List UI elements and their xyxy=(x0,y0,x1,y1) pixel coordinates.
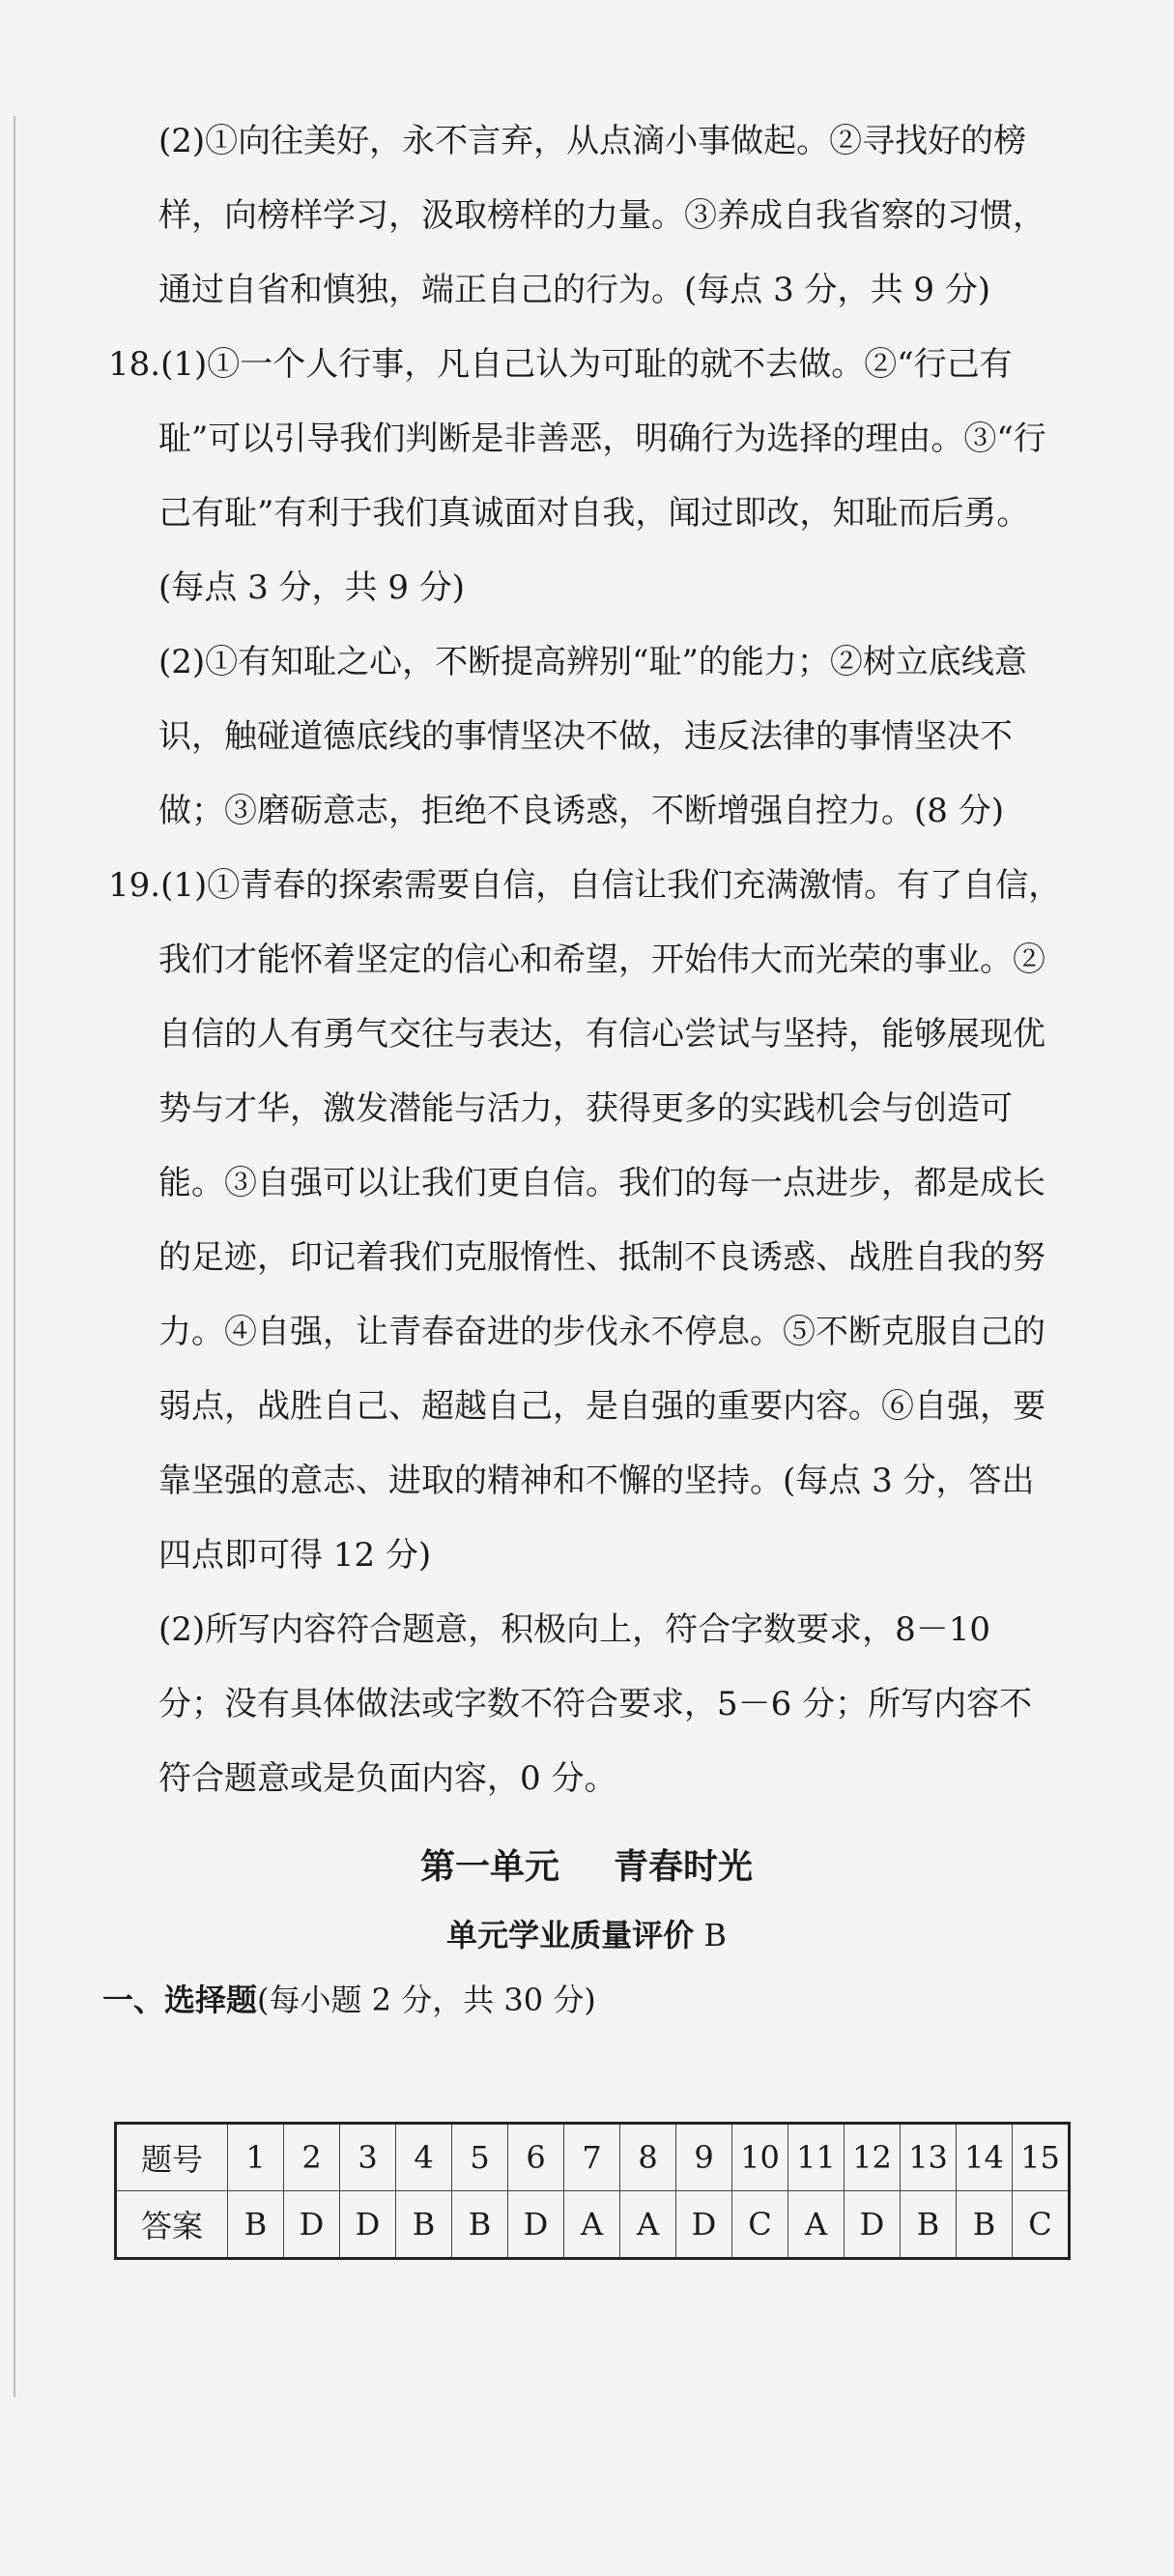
question-number: 4 xyxy=(396,2124,452,2191)
paragraph-17-2: (2)①向往美好，永不言弃，从点滴小事做起。②寻找好的榜样，向榜样学习，汲取榜样的力量。③养成自我省察的习惯，通过自省和慎独，端正自己的行为。(每点 3 分，共 9 分) xyxy=(158,122,1045,309)
section-heading xyxy=(102,1969,1065,2031)
answer-table-answer-row xyxy=(116,2191,1070,2259)
unit-title-name: 青春时光 xyxy=(614,1847,754,1887)
answer-cell: C xyxy=(732,2191,788,2259)
section-label: 一、选择题 xyxy=(102,1982,258,2018)
answer-cell: D xyxy=(676,2191,732,2259)
question-number: 1 xyxy=(228,2124,284,2191)
question-number: 9 xyxy=(676,2124,732,2191)
number-row-header: 题号 xyxy=(116,2124,228,2191)
question-number: 15 xyxy=(1013,2124,1070,2191)
answer-cell: B xyxy=(901,2191,957,2259)
question-number: 13 xyxy=(901,2124,957,2191)
answer-cell: B xyxy=(228,2191,284,2259)
question-number: 11 xyxy=(788,2124,845,2191)
unit-subtitle-text: 单元学业质量评价 xyxy=(446,1917,695,1954)
unit-title xyxy=(108,1834,1065,1901)
answer-cell: C xyxy=(1013,2191,1070,2259)
question-number: 8 xyxy=(620,2124,676,2191)
section-note: (每小题 2 分，共 30 分) xyxy=(257,1982,596,2018)
paragraph-19-1: 19.(1)①青春的探索需要自信，自信让我们充满激情。有了自信，我们才能怀着坚定的信心和希望，开始伟大而光荣的事业。②自信的人有勇气交往与表达，有信心尝试与坚持，能够展现优势与才华，激发潜能与活力，获得更多的实践机会与创造可能。③自强可以让我们更自信。我们的每一点进步，都是成长的足迹，印记着我们克服惰性、抵制不良诱惑、战胜自我的努力。④自强，让青春奋进的步伐永不停息。⑤不断克服自己的弱点，战胜自己、超越自己，是自强的重要内容。⑥自强，要靠坚强的意志、进取的精神和不懈的坚持。(每点 3 分，答出四点即可得 12 分) xyxy=(108,866,1062,1575)
question-number: 5 xyxy=(452,2124,508,2191)
question-number: 6 xyxy=(508,2124,564,2191)
answer-row-header: 答案 xyxy=(116,2191,228,2259)
answer-cell: D xyxy=(340,2191,396,2259)
answer-cell: B xyxy=(396,2191,452,2259)
answer-cell: A xyxy=(564,2191,620,2259)
question-number: 3 xyxy=(340,2124,396,2191)
answer-cell: B xyxy=(452,2191,508,2259)
unit-title-number: 第一单元 xyxy=(419,1847,559,1887)
answer-cell: D xyxy=(845,2191,901,2259)
answer-content xyxy=(102,104,1065,2031)
answer-table xyxy=(114,2122,1071,2260)
answer-table-number-row xyxy=(116,2124,1070,2191)
question-number: 14 xyxy=(957,2124,1013,2191)
answer-cell: D xyxy=(284,2191,340,2259)
question-number: 10 xyxy=(732,2124,788,2191)
answer-cell: A xyxy=(620,2191,676,2259)
question-number: 12 xyxy=(845,2124,901,2191)
answer-cell: D xyxy=(508,2191,564,2259)
paragraph-18-2: (2)①有知耻之心，不断提高辨别“耻”的能力；②树立底线意识，触碰道德底线的事情坚决不做，违反法律的事情坚决不做；③磨砺意志，拒绝不良诱惑，不断增强自控力。(8 分) xyxy=(158,643,1027,830)
paragraph-18-1: 18.(1)①一个人行事，凡自己认为可耻的就不去做。②“行己有耻”可以引导我们判断是非善恶，明确行为选择的理由。③“行己有耻”有利于我们真诚面对自我，闻过即改，知耻而后勇。(每点 3 分，共 9 分) xyxy=(108,345,1046,607)
answer-cell: A xyxy=(788,2191,845,2259)
page-margin-rule xyxy=(14,116,15,2397)
question-number: 2 xyxy=(284,2124,340,2191)
answer-cell: B xyxy=(957,2191,1013,2259)
unit-subtitle xyxy=(108,1901,1065,1969)
unit-subtitle-suffix: B xyxy=(703,1917,727,1954)
question-number: 7 xyxy=(564,2124,620,2191)
paragraph-19-2: (2)所写内容符合题意，积极向上，符合字数要求，8－10 分；没有具体做法或字数不符合要求，5－6 分；所写内容不符合题意或是负面内容，0 分。 xyxy=(158,1610,1033,1798)
